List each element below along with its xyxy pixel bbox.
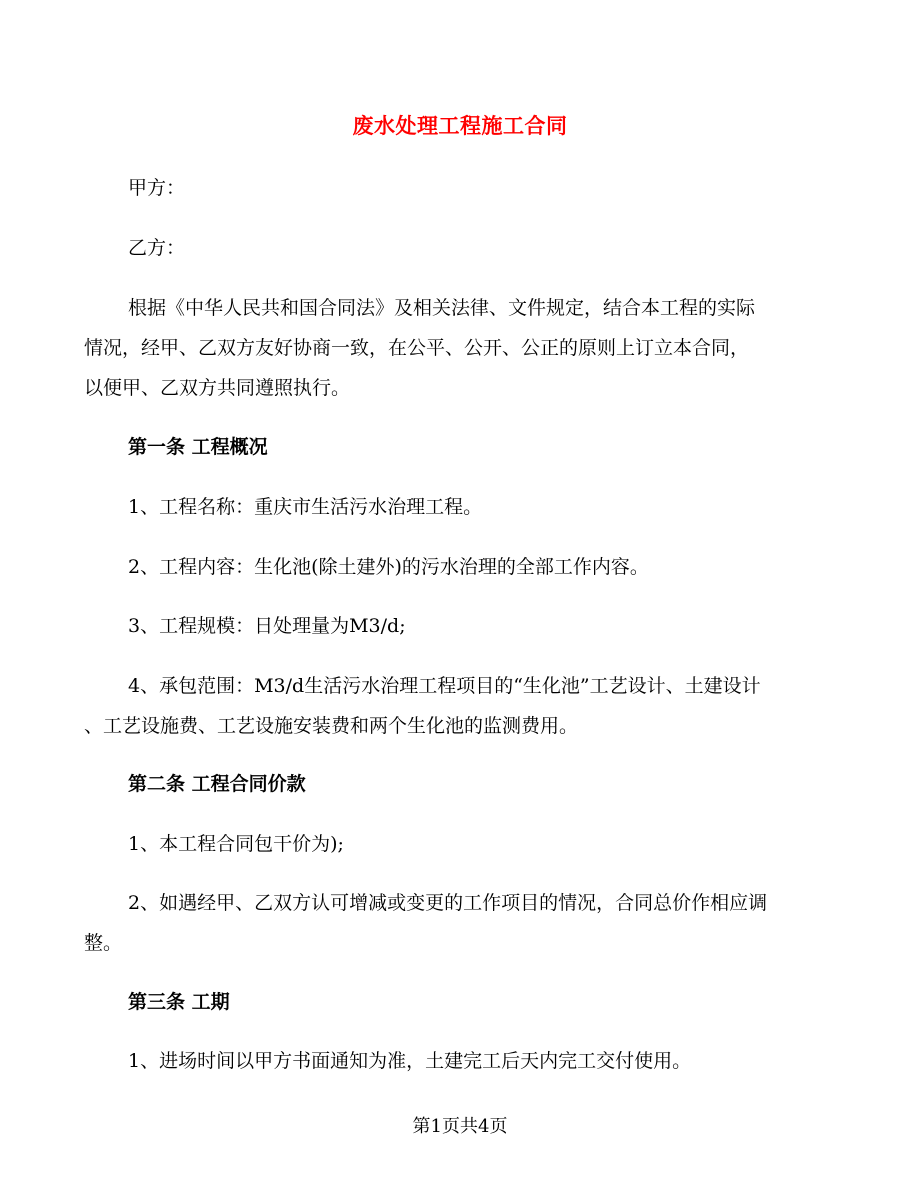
article-3-heading: 第三条 工期 bbox=[128, 991, 230, 1013]
article-2-heading: 第二条 工程合同价款 bbox=[128, 773, 306, 795]
document-title: 废水处理工程施工合同 bbox=[352, 113, 568, 138]
article-1-item-3: 3、工程规模：日处理量为M3/d; bbox=[128, 615, 406, 637]
article-2-item-2-line-2: 整。 bbox=[84, 932, 123, 954]
article-1-heading: 第一条 工程概况 bbox=[128, 436, 268, 458]
article-2-item-1: 1、本工程合同包干价为); bbox=[128, 833, 344, 855]
article-1-item-1: 1、工程名称：重庆市生活污水治理工程。 bbox=[128, 496, 483, 518]
article-1-item-4-line-2: 、工艺设施费、工艺设施安装费和两个生化池的监测费用。 bbox=[84, 715, 579, 737]
party-a-label: 甲方： bbox=[128, 177, 186, 199]
party-b-label: 乙方： bbox=[128, 237, 186, 259]
article-1-item-2: 2、工程内容：生化池(除土建外)的污水治理的全部工作内容。 bbox=[128, 556, 649, 578]
page-number: 第1页共4页 bbox=[412, 1116, 508, 1137]
intro-line-1: 根据《中华人民共和国合同法》及相关法律、文件规定，结合本工程的实际 bbox=[128, 297, 756, 319]
article-2-item-2-line-1: 2、如遇经甲、乙双方认可增减或变更的工作项目的情况，合同总价作相应调 bbox=[128, 892, 768, 914]
article-1-item-4-line-1: 4、承包范围：M3/d生活污水治理工程项目的“生化池”工艺设计、土建设计 bbox=[128, 675, 761, 697]
article-3-item-1: 1、进场时间以甲方书面通知为准，土建完工后天内完工交付使用。 bbox=[128, 1050, 692, 1072]
intro-line-2: 情况，经甲、乙双方友好协商一致，在公平、公开、公正的原则上订立本合同， bbox=[84, 337, 750, 359]
intro-line-3: 以便甲、乙双方共同遵照执行。 bbox=[84, 377, 351, 399]
